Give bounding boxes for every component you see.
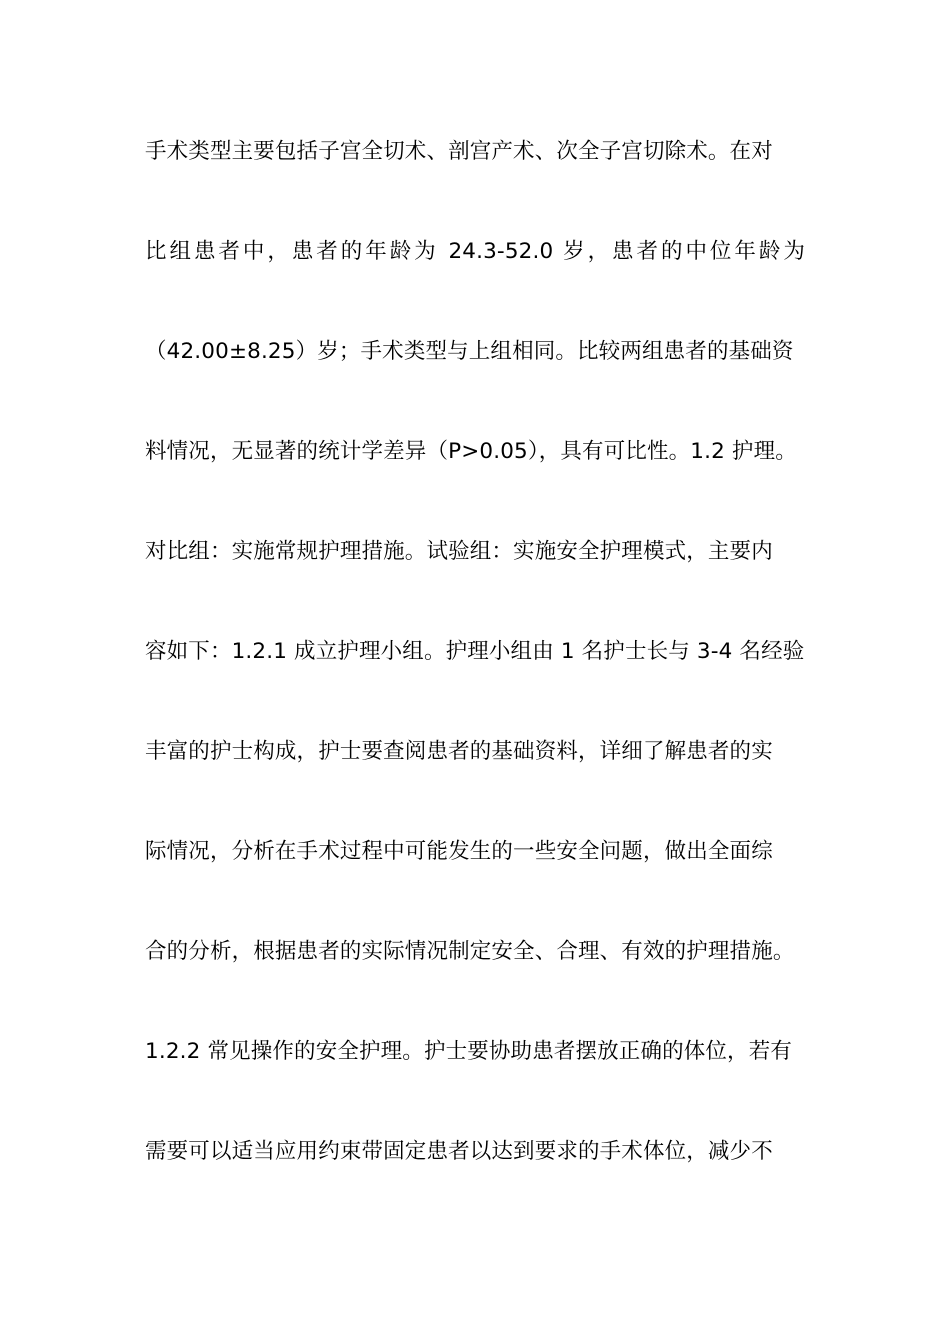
text-line-9: 合的分析，根据患者的实际情况制定安全、合理、有效的护理措施。 — [145, 939, 795, 964]
text-line-11: 需要可以适当应用约束带固定患者以达到要求的手术体位，减少不 — [145, 1139, 773, 1164]
text-line-10: 1.2.2 常见操作的安全护理。护士要协助患者摆放正确的体位，若有 — [145, 1039, 792, 1064]
text-line-5: 对比组：实施常规护理措施。试验组：实施安全护理模式，主要内 — [145, 539, 773, 564]
text-line-7: 丰富的护士构成，护士要查阅患者的基础资料，详细了解患者的实 — [145, 739, 773, 764]
text-line-3: （42.00±8.25）岁；手术类型与上组相同。比较两组患者的基础资 — [145, 339, 794, 364]
body-text — [145, 128, 810, 1228]
text-line-4: 料情况，无显著的统计学差异（P>0.05），具有可比性。1.2 护理。 — [145, 439, 797, 464]
text-line-8: 际情况，分析在手术过程中可能发生的一些安全问题，做出全面综 — [145, 839, 773, 864]
text-line-6: 容如下：1.2.1 成立护理小组。护理小组由 1 名护士长与 3-4 名经验 — [145, 639, 805, 664]
text-line-1: 手术类型主要包括子宫全切术、剖宫产术、次全子宫切除术。在对 — [145, 139, 773, 164]
text-line-2: 比组患者中，患者的年龄为 24.3-52.0 岁，患者的中位年龄为 — [145, 239, 805, 264]
